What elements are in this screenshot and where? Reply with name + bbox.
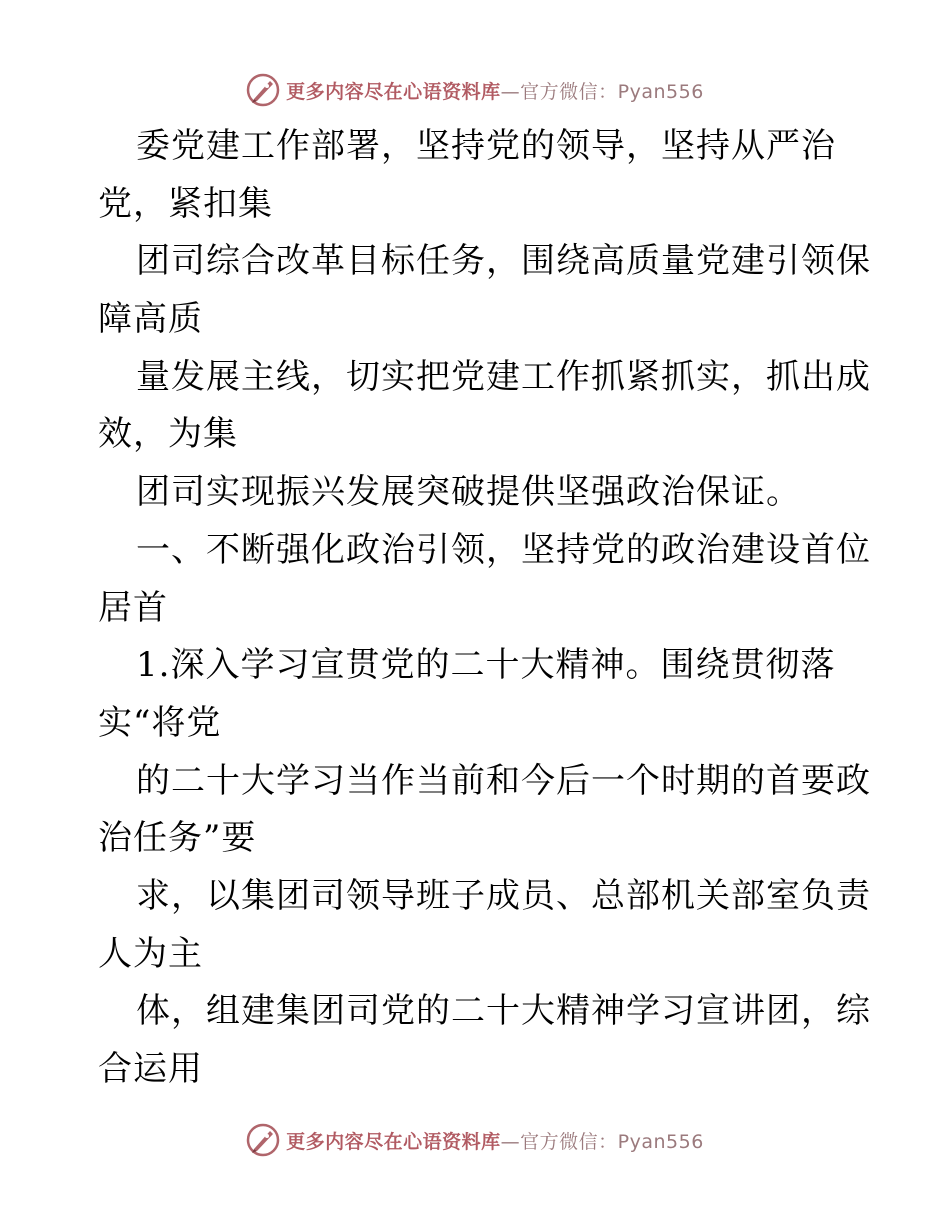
text-line: 人为主: [98, 933, 203, 974]
document-body: [98, 118, 871, 1099]
watermark-wechat-text: 官方微信：Pyan556: [520, 1130, 704, 1153]
text-line: 合运用: [98, 1049, 203, 1089]
watermark-dash: —: [500, 1130, 521, 1153]
text-line: 实“将党: [98, 702, 222, 743]
text-line: 委党建工作部署，坚持党的领导，坚持从严治: [136, 126, 836, 166]
watermark-main-text: 更多内容尽在心语资料库: [286, 1130, 501, 1153]
footer-watermark: [0, 1120, 950, 1160]
text-line: 治任务”要: [98, 818, 257, 859]
text-line: 1.深入学习宣贯党的二十大精神。围绕贯彻落: [136, 645, 836, 686]
header-watermark: [0, 70, 950, 110]
watermark-dash: —: [500, 80, 521, 103]
text-line: 求，以集团司领导班子成员、总部机关部室负责: [136, 875, 871, 916]
text-line: 体，组建集团司党的二十大精神学习宣讲团，综: [136, 991, 871, 1032]
text-line: 党，紧扣集: [98, 183, 273, 224]
quill-pen-logo-icon: [246, 1123, 280, 1157]
text-line: 团司综合改革目标任务，围绕高质量党建引领保: [136, 241, 871, 282]
text-line: 量发展主线，切实把党建工作抓紧抓实，抓出成: [136, 356, 871, 397]
text-line: 一、不断强化政治引领，坚持党的政治建设首位: [136, 529, 871, 570]
text-line: 障高质: [98, 299, 203, 340]
watermark-wechat-text: 官方微信：Pyan556: [520, 80, 704, 103]
text-line: 效，为集: [98, 414, 238, 455]
text-line: 的二十大学习当作当前和今后一个时期的首要政: [136, 760, 871, 801]
text-line: 团司实现振兴发展突破提供坚强政治保证。: [136, 472, 801, 513]
quill-pen-logo-icon: [246, 73, 280, 107]
watermark-main-text: 更多内容尽在心语资料库: [286, 80, 501, 103]
text-line: 居首: [98, 587, 168, 628]
